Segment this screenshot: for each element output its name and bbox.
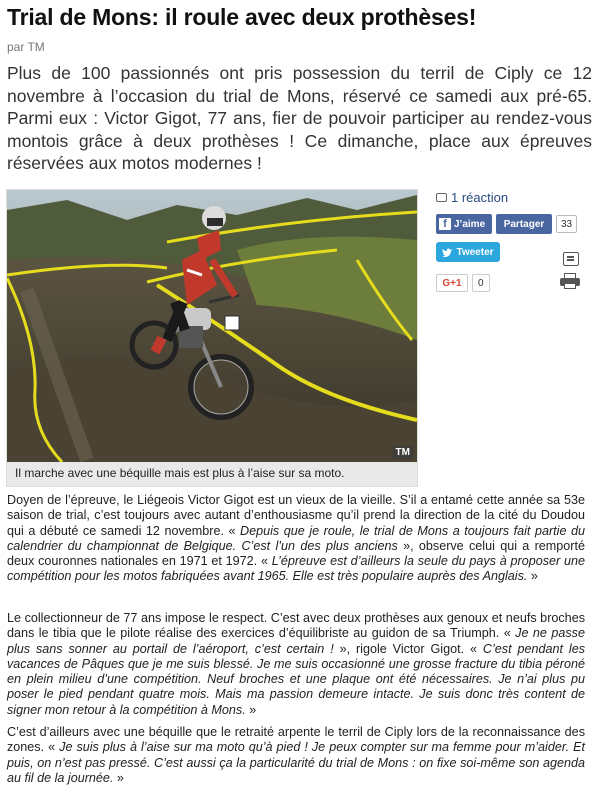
- body-paragraph-1: [7, 493, 585, 585]
- article-lead: Plus de 100 passionnés ont pris possession du terril de Ciply ce 12 novembre à l’occasion du trial de Mons, réservé ce samedi aux pré-65. Parmi eux : Victor Gigot, 77 ans, fier de pouvoir participer au rendez-vous montois grâce à deux prothèses ! Ce dimanche, place aux épreuves réservées aux motos modernes !: [7, 63, 592, 173]
- text-size-icon[interactable]: [563, 252, 579, 266]
- reactions-label: 1 réaction: [451, 190, 509, 205]
- text-segment: »: [113, 770, 124, 785]
- facebook-icon: f: [439, 218, 451, 230]
- photo-caption: Il marche avec une béquille mais est plus à l’aise sur sa moto.: [15, 466, 345, 480]
- text-segment: »: [527, 569, 538, 584]
- facebook-share-button[interactable]: Partager: [496, 214, 552, 234]
- trial-rider-photo[interactable]: [7, 190, 417, 462]
- article-title: Trial de Mons: il roule avec deux prothèses!: [7, 4, 477, 30]
- tweet-label: Tweeter: [456, 246, 494, 258]
- facebook-like-button[interactable]: [436, 214, 492, 234]
- quote-segment: Je suis plus à l’aise sur ma moto qu’à pied ! Je peux compter sur ma femme pour m’aider. Et puis, on n’est pas pressé. C’est aussi ça la particularité du trial de Mons : on fixe soi-même son agenda au fil de la journée.: [7, 740, 585, 785]
- body-paragraph-2: [7, 611, 585, 718]
- text-segment: Doyen de l’épreuve, le Liégeois Victor Gigot est un vieux de la vieille. S’il a entamé cette année sa 53e saison de trial, c’est toujours avec autant d’enthousiasme qu’il prend la direction de la cité du Doudou qui a débuté ce samedi 12 novembre. «: [7, 493, 585, 538]
- article-tools: [560, 252, 582, 289]
- print-icon[interactable]: [560, 273, 580, 289]
- tweet-button[interactable]: [436, 242, 500, 262]
- twitter-bird-icon: [442, 248, 453, 257]
- gplus-button[interactable]: G+1: [436, 274, 468, 292]
- quote-segment: Depuis que je roule, le trial de Mons a toujours fait partie du calendrier du championnat de Belgique. C’est l’un des plus anciens: [7, 523, 585, 553]
- gplus-count: 0: [472, 274, 490, 292]
- comment-bubble-icon: [436, 193, 447, 202]
- quote-segment: C’est pendant les vacances de Pâques que je me suis blessé. Je me suis occasionné une grosse fracture du tibia péroné en plein milieu d’une compétition. Neuf broches et une plaque ont été nécessaires. Je n’ai plus pu poser le pied pendant quatre mois. Mais ma passion demeure intacte. Je suis donc très content de signer mon retour à la compétition à Mons.: [7, 641, 585, 717]
- facebook-like-label: J’aime: [454, 218, 486, 230]
- byline: par TM: [7, 40, 45, 54]
- share-count: 33: [556, 215, 577, 233]
- reactions-link[interactable]: [436, 190, 508, 205]
- text-segment: C’est d’ailleurs avec une béquille que le retraité arpente le terril de Ciply lors de la reconnaissance des zones. «: [7, 725, 585, 755]
- quote-segment: L’épreuve est d’ailleurs la seule du pays à proposer une compétition pour les motos fabriquées avant 1965. Elle est très populaire auprès des Anglais.: [7, 554, 585, 584]
- text-segment: Le collectionneur de 77 ans impose le respect. C’est avec deux prothèses aux genoux et neufs broches dans le tibia que le pilote réalise des exercices d’équilibriste au guidon de sa Triumph. «: [7, 611, 585, 641]
- photo-credit-badge: TM: [393, 446, 413, 459]
- photo-figure: [6, 189, 418, 487]
- text-segment: », observe celui qui a remporté deux couronnes nationales en 1971 et 1972. «: [7, 538, 585, 569]
- text-segment: », rigole Victor Gigot. «: [333, 641, 483, 656]
- text-segment: »: [245, 702, 257, 717]
- body-paragraph-3: [7, 725, 585, 786]
- quote-segment: Je ne passe plus sans sonner au portail de l’aéroport, c’est certain !: [7, 626, 585, 656]
